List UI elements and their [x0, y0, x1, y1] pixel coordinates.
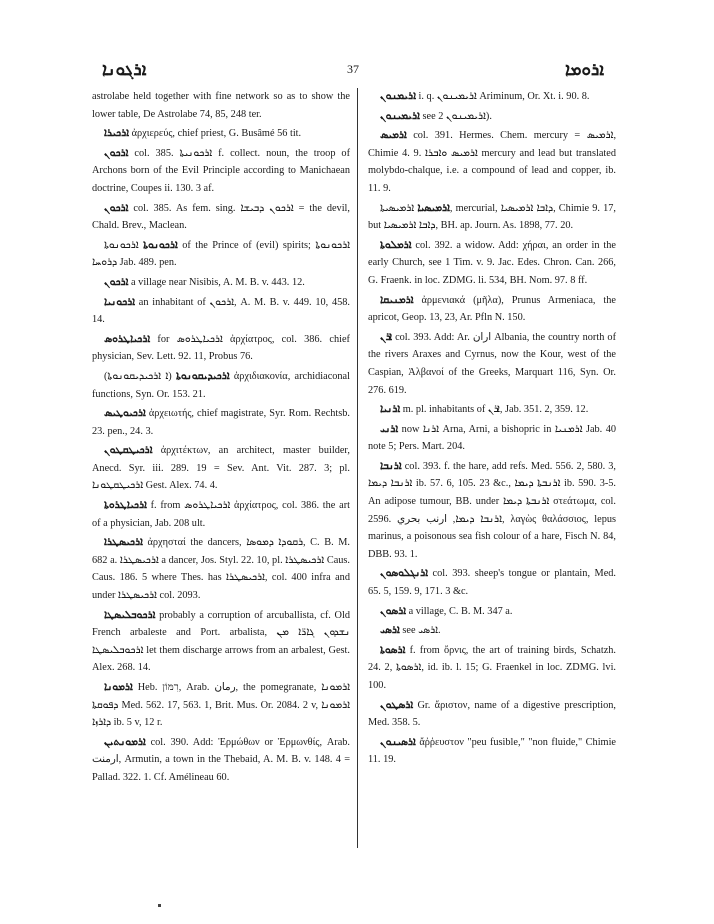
dictionary-entry [92, 125, 350, 143]
entry-headword: ܐܪܟܘܢܘܬܐ [143, 239, 178, 251]
entry-headword: ܐܪܟܘܒܠܝܣܛܐ [104, 609, 156, 621]
dictionary-entry [92, 274, 350, 292]
dictionary-entry [368, 329, 616, 399]
entry-headword: ܐܪܣܛܘܢ [380, 699, 414, 711]
dictionary-entry [368, 734, 616, 769]
entry-definition: col. 391. Hermes. Chem. mercury = ܐܪܡܝܣ, Chimie 4. 9. ܐܪܡܝܣ ܘܐܒܪܐ mercury and lead but translated molybdo-chalque, i.e. a compound of lead and copper, ib. 11. 9. [368, 130, 617, 194]
entry-headword: ܐܪܢܝ [380, 423, 399, 435]
entry-headword: ܐܪܟܘܢ [104, 202, 129, 214]
entry-definition: f. from ܐܪܟܝܐܛܪܘܣ ἀρχίατρος, col. 386. the art of a physician, Jab. 208 ult. [92, 500, 350, 529]
entry-headword: ܐܪܟܘܢ [104, 147, 129, 159]
entry-definition: ܐܪܟܘܢܘܬܐ of the Prince of (evil) spirits; ܐܪܟܘܢܘܬܐ ܕܪܘܚܐ Jab. 489. pen. [92, 239, 350, 269]
entry-definition: m. pl. inhabitants of ܐܪܢ, Jab. 351. 2, 359. 12. [402, 404, 589, 416]
entry-headword: ܐܪܟܝܪܐ [104, 128, 130, 140]
entry-headword: ܐܪܟܘܢ [104, 276, 129, 288]
entry-definition: ἀρχησταί the dancers, ܪܩܘܕܐ ܕܡܘܣܐ, C. B. M. 682 a. ܐܪܟܝܣܛܪܐ a dancer, Jos. Styl. 22. 10, pl. ܐܪܟܝܣܛܪܐ Caus. Caus. 186. 5 where Thes. has ܐܪܟܝܣܛܪܐ, col. 400 infra and under ܐܪܟܝܣܛܪܐ col. 2093. [92, 537, 350, 602]
entry-definition: col. 385. ܐܪܟܘܢܝܬܐ f. collect. noun, the troop of Archons born of the Evil Principle according to Manichaean doctrine, Coupes ii. 130. 3 af. [92, 147, 350, 194]
entry-definition: for ܐܪܟܝܐܛܪܘܣ ἀρχίατρος, col. 386. chief physician, Sev. Lett. 92. 11, Probus 76. [92, 333, 350, 363]
entry-headword: ܐܪܟܝܣܛܪܐ [104, 537, 143, 549]
dictionary-entry [368, 565, 616, 600]
dictionary-entry [92, 200, 350, 235]
dictionary-entry [368, 292, 616, 327]
entry-definition: ἀρχιτέκτων, an architect, master builder, Anecd. Syr. iii. 289. 19 = Sev. Ant. Vit. 287. 3; pl. ܐܪܟܝܛܩܛܘܢܐ Gest. Alex. 74. 4. [92, 445, 350, 492]
dictionary-entry [368, 108, 616, 126]
dictionary-entry [92, 88, 350, 123]
dictionary-entry [92, 607, 350, 677]
entry-definition: ἀρχιερεύς, chief priest, G. Busâmé 56 tit. [131, 128, 302, 140]
entry-definition: probably a corruption of arcuballista, cf. Old French arbaleste and Port. arbalista, ܢܫܕܘܢ ܓܐܪ̈ܐ ܡܢ ܐܪܟܘܒܠܝܣܛܐ let them discharge arrows from an arbalest, Gest. Alex. 268. 14. [92, 609, 351, 674]
entry-headword: ܐܪܝܡܝܢܘܢ [380, 110, 420, 122]
dictionary-entry [92, 534, 350, 604]
dictionary-entry [368, 88, 616, 106]
entry-definition: ἄῤῥευστον "peu fusible," "non fluide," Chimie 11. 19. [368, 736, 617, 766]
dictionary-entry [368, 697, 616, 732]
entry-headword: ܐܪܢܓܠܘܣܘܢ [380, 568, 429, 580]
entry-definition: (ܐ ܐܪܟܝܕܝܩܘܢܘܬܐ) ἀρχιδιακονία, archidiaconal functions, Syn. Or. 153. 21. [92, 370, 350, 400]
entry-definition: col. 393. Add: Ar. اران Albania, the country north of the rivers Araxes and Cyrnus, now the Kour, west of the Caspian, Ἀλβανοί of the Greeks, Marquart 116, Syn. Or. 276. 619. [368, 331, 616, 396]
entry-headword: ܐܪܣܘܢ [380, 605, 407, 617]
dictionary-entry [92, 145, 350, 198]
entry-headword: ܐܪܢ [380, 331, 392, 343]
printer-mark [158, 904, 161, 907]
entry-definition: col. 393. sheep's tongue or plantain, Med. 65. 5, 159. 9, 171. 3 &c. [368, 568, 616, 598]
left-running-head: ܐܪܓܘܢܐ [102, 60, 147, 79]
entry-definition: col. 392. a widow. Add: χήραι, an order in the early Church, see 1 Tim. v. 9. Jac. Edes. Chron. Can. 266, G. Fraenk. in loc. ZDMG. li. 534, BH. Nom. 97. 8 ff. [368, 239, 616, 286]
dictionary-entry [368, 622, 616, 640]
entry-definition: a village, C. B. M. 347 a. [408, 605, 513, 617]
dictionary-entry [92, 331, 350, 366]
entry-definition: col. 390. Add: Ἐρμώθων or Ἑρμωνθίς, Arab. ارمنت, Armutin, a town in the Thebaid, A. M. B. v. 148. 4 = Pallad. 322. 1. Cf. Amélineau 60. [92, 736, 350, 783]
right-running-head: ܐܪܘܡܐ [565, 60, 604, 79]
entry-headword: ܐܪܢܝܐ [380, 404, 401, 416]
entry-definition: col. 393. f. the hare, add refs. Med. 556. 2, 580. 3, ܐܪܢܒܐ ܕܝܡܐ ib. 57. 6, 105. 23 &c., ܐܪܢܒܬܐ ܕܝܡܐ ib. 590. 3-5. An adipose tumour, BB. under ܐܪܢܒܬܐ ܕܝܡܐ στεάτωμα, col. 2596. ܐܪܢܒܐ ܕܝܡܐ, ارنب بحري, λαγὼς θαλάσσιος, lepus marinus, a poisonous sea fish colour of a hare, Fisch N. 84, DBB. 93. 1. [368, 460, 617, 560]
right-column [368, 88, 616, 771]
dictionary-entry [92, 294, 350, 329]
dictionary-entry [368, 237, 616, 290]
entry-definition: astrolabe held together with fine network so as to show the lower table, De Astrolabe 74, 85, 248 ter. [92, 91, 350, 120]
entry-definition: Heb. רִמּוֹן, Arab. رمان, the pomegranate, ܐܪܡܘܢܐ ܕܦܘܩܬܐ Med. 562. 17, 563. 1, Brit. Mus. Or. 2084. 2 v, ܐܪܡܘܢܐ ܕܐܪܙܐ ib. 5 v, 12 r. [92, 682, 350, 729]
entry-definition: ܐܪܡܝܣܝܬܐ, mercurial, ܕܐܒܐ ܐܪܡܝܣܝܐ, Chimie 9. 17, but ܕܐܒܐ ܐܪܡܝܣܝܐ, BH. ap. Journ. As. 1898, 77. 20. [368, 202, 616, 232]
entry-headword: ܐܪܟܝܛܩܛܘܢ [104, 445, 153, 457]
entry-headword: ܐܪܟܘܢܝܐ [104, 296, 136, 308]
dictionary-entry [92, 368, 350, 403]
page-header [92, 60, 614, 82]
dictionary-entry [368, 642, 616, 695]
entry-headword: ܐܪܣܝܢܘܢ [380, 736, 416, 748]
dictionary-entry [368, 603, 616, 621]
entry-headword: ܐܪܡܘܢܬܝܢ [104, 736, 146, 748]
entry-definition: ἀρμενιακά (μῆλα), Prunus Armeniaca, the apricot, Geop. 13, 23, Ar. Pfln N. 150. [368, 294, 616, 324]
entry-definition: see ܐܪܝܡܝܢܘܢ 2). [422, 110, 492, 122]
entry-headword: ܐܪܡܝܣ [380, 130, 407, 142]
entry-headword: ܐܪܣܝ [380, 625, 400, 637]
entry-definition: see ܐܪܣܝ. [402, 625, 441, 637]
entry-headword: ܐܪܡܘܢܐ [104, 682, 133, 693]
left-column [92, 88, 350, 789]
entry-headword: ܐܪܡܢܝܩܐ [380, 294, 414, 306]
page-number: 37 [347, 62, 359, 76]
entry-headword: ܐܪܟܝܐܛܪܘܣ [104, 333, 151, 345]
dictionary-entry [92, 497, 350, 532]
entry-definition: ἀρχειωτής, chief magistrate, Syr. Rom. Rechtsb. 23. pen., 24. 3. [92, 408, 351, 437]
entry-definition: i. q. ܐܪܝܡܝܢܘܢ Ariminum, Or. Xt. i. 90. 8. [418, 91, 590, 102]
entry-headword: ܐܪܟܝܐܛܪܘܬܐ [104, 500, 147, 512]
entry-definition: f. from ὄρνις, the art of training birds, Schatzh. 24. 2, ܐܪܣܘܬܐ, id. ib. l. 15; G. Fraenkel in loc. ZDMG. lvi. 100. [368, 644, 617, 691]
entry-headword: ܐܪܣܘܬܐ [380, 644, 406, 656]
entry-definition: an inhabitant of ܐܪܟܘܢ, A. M. B. v. 449. 10, 458. 14. [92, 296, 351, 326]
dictionary-entry [92, 237, 350, 272]
entry-headword: ܐܪܢܒܐ [380, 460, 402, 472]
entry-headword: ܐܪܡܝܣܝܐ [417, 202, 450, 214]
dictionary-entry [92, 405, 350, 440]
entry-definition: now ܐܪܢܐ Arna, Arni, a bishopric in ܐܪܡܢܝܐ Jab. 40 note 5; Pers. Mart. 204. [368, 423, 617, 453]
entry-headword: ܐܪܟܝܕܝܩܘܢܘܬܐ [175, 370, 230, 382]
column-divider [357, 88, 358, 848]
entry-headword: ܐܪܟܝܘܛܝܣ [104, 408, 146, 420]
dictionary-entry [92, 442, 350, 495]
dictionary-entry [368, 401, 616, 419]
dictionary-entry [92, 679, 350, 732]
dictionary-entry [368, 127, 616, 197]
entry-definition: Gr. ἄριστον, name of a digestive prescription, Med. 358. 5. [368, 699, 616, 729]
dictionary-entry [368, 200, 616, 235]
entry-definition: col. 385. As fem. sing. ܐܪܟܘܢ ܕܒܝܫܐ = the devil, Chald. Brev., Maclean. [92, 202, 350, 232]
entry-definition: a village near Nisibis, A. M. B. v. 443. 12. [131, 276, 305, 288]
dictionary-entry [92, 734, 350, 787]
dictionary-entry [368, 458, 616, 564]
entry-headword: ܐܪܡܠܘܬܐ [380, 239, 412, 251]
dictionary-entry [368, 421, 616, 456]
entry-headword: ܐܪܝܡܢܘܢ [380, 91, 416, 102]
